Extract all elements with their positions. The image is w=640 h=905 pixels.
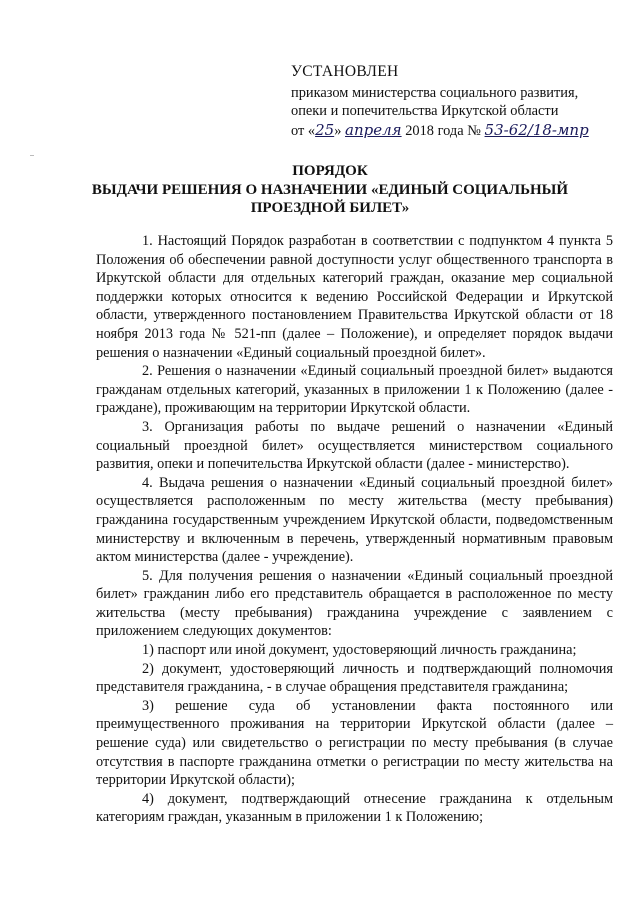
paragraph-4: 4. Выдача решения о назначении «Единый социальный проездной билет» осуществляется расположенным по месту жительства (месту пребывания) гражданина государственным учреждением Иркутской области, подведомственным министерству и включенным в перечень, утвержденный нормативным правовым актом министерства (далее - учреждение). xyxy=(96,474,613,566)
list-item-4: 4) документ, подтверждающий отнесение гражданина к отдельным категориям граждан, указанным в приложении 1 к Положению; xyxy=(96,790,613,826)
title-line-2: ВЫДАЧИ РЕШЕНИЯ О НАЗНАЧЕНИИ «ЕДИНЫЙ СОЦИАЛЬНЫЙ xyxy=(91,181,569,198)
approval-line-1: приказом министерства социального развития, xyxy=(291,84,579,101)
date-quote: » xyxy=(334,122,342,139)
list-item-2: 2) документ, удостоверяющий личность и подтверждающий полномочия представителя гражданина, - в случае обращения представителя гражданина; xyxy=(96,660,613,696)
date-year: 2018 года № xyxy=(405,122,481,139)
list-item-1: 1) паспорт или иной документ, удостоверяющий личность гражданина; xyxy=(142,642,577,659)
title-line-1: ПОРЯДОК xyxy=(292,163,368,179)
approval-date-line xyxy=(291,121,589,141)
approval-line-2: опеки и попечительства Иркутской области xyxy=(291,103,559,120)
paragraph-1: 1. Настоящий Порядок разработан в соответствии с подпунктом 4 пункта 5 Положения об обеспечении равной доступности услуг общественного транспорта в Иркутской области для отдельных категорий граждан, оказание мер социальной поддержки которых относится к ведению Российской Федерации и Иркутской области, утвержденного постановлением Правительства Иркутской области от 18 ноября 2013 года № 521-пп (далее – Положение), и определяет порядок выдачи решения о назначении «Единый социальный проездной билет». xyxy=(96,233,613,361)
document-body xyxy=(96,232,613,827)
list-item-3: 3) решение суда об установлении факта постоянного или преимущественного проживания на территории Иркутской области (далее – решение суда) или свидетельство о регистрации по месту пребывания (в случае отсутствия в паспорте гражданина отметки о регистрации по месту жительства на территории Иркутской области); xyxy=(96,697,613,789)
approval-block xyxy=(291,63,589,140)
handwritten-month: апреля xyxy=(345,120,402,139)
document-title xyxy=(60,162,600,218)
handwritten-number: 53-62/18-мпр xyxy=(484,120,589,139)
paragraph-3: 3. Организация работы по выдаче решений о назначении «Единый социальный проездной билет» осуществляется министерством социального развития, опеки и попечительства Иркутской области (далее - министерство). xyxy=(96,418,613,473)
approval-heading: УСТАНОВЛЕН xyxy=(291,63,399,80)
paragraph-5: 5. Для получения решения о назначении «Единый социальный проездной билет» гражданин либо его представитель обращается в расположенное по месту жительства (месту пребывания) гражданина учреждение с заявлением с приложением следующих документов: xyxy=(96,567,613,640)
scan-mark xyxy=(30,155,34,156)
date-prefix: от « xyxy=(291,122,316,139)
paragraph-2: 2. Решения о назначении «Единый социальный проездной билет» выдаются гражданам отдельных категорий, указанных в приложении 1 к Положению (далее - граждане), проживающим на территории Иркутской области. xyxy=(96,363,613,417)
handwritten-day: 25 xyxy=(315,120,335,139)
title-line-3: ПРОЕЗДНОЙ БИЛЕТ» xyxy=(250,200,410,216)
